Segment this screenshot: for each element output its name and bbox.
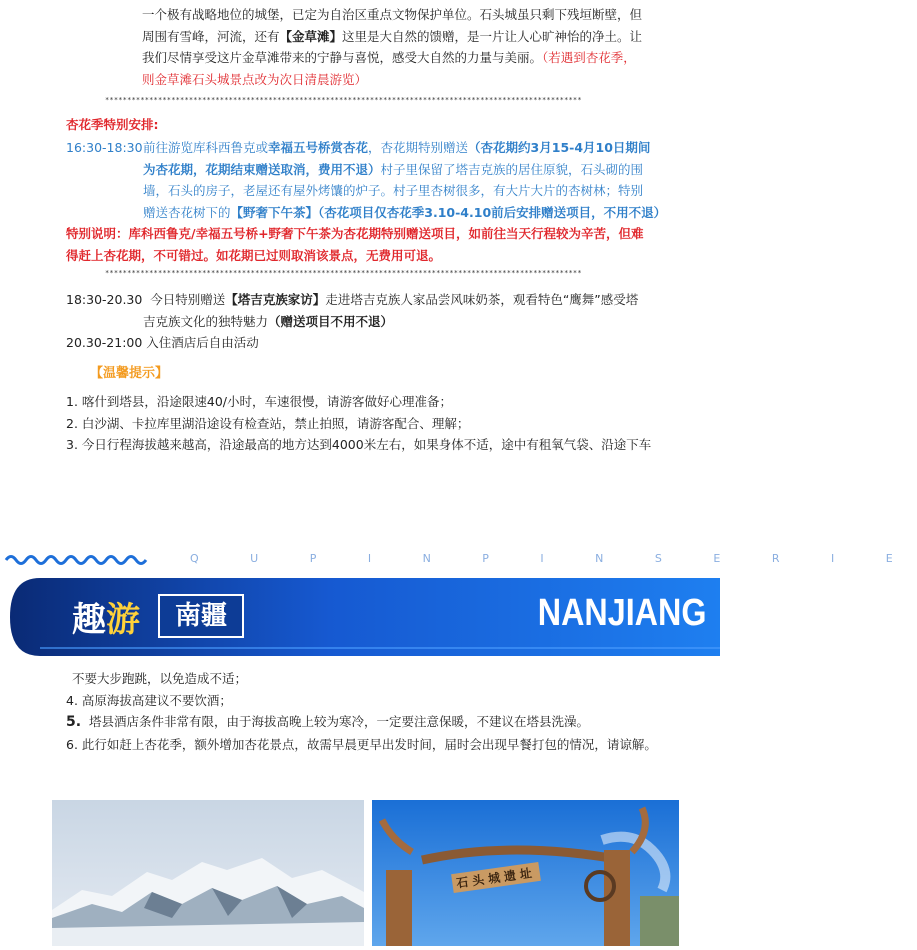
tips-heading: 【温馨提示】: [90, 366, 169, 381]
intro-line-2: 周围有雪峰，河流，还有【金草滩】这里是大自然的馈赠，是一片让人心旷神怡的净土。让: [142, 28, 643, 44]
apricot-note: （若遇到杏花季，: [542, 50, 636, 65]
stone-city-gate-image: [372, 800, 679, 946]
tips-continued: [66, 668, 706, 755]
snow-mountain-image: [52, 800, 364, 946]
tip-4: 4. 高原海拔高建议不要饮酒；: [66, 692, 232, 708]
evening-checkin: 20.30-21:00 入住酒店后自由活动: [66, 335, 259, 350]
divider-1: ************************************************************************************************************: [105, 96, 582, 104]
apricot-body: 前往游览库科西鲁克或幸福五号桥赏杏花，杏花期特别赠送（杏花期约3月15-4月10日期间 为杏花期，花期结束赠送取消，费用不退）村子里保留了塔吉克族的居住原貌，石头砌的围 墙，石头的房子，老屋还有屋外烤馕的炉子。村子里杏树很多，有大片大片的杏树林；特别 赠送杏花树下的【野奢下午茶】（杏花项目仅杏花季3.10-4.10前后安排赠送项目，不用不退）: [143, 140, 667, 220]
logo-text: 趣游: [72, 600, 140, 640]
divider-2: ************************************************************************************************************: [105, 269, 582, 277]
tip-3: 3. 今日行程海拔越来越高，沿途最高的地方达到4000米左右，如果身体不适，途中有租氧气袋、沿途下车: [66, 437, 652, 452]
golden-grassland-name: 【金草滩】: [279, 28, 343, 44]
tip-5: 5. 塔县酒店条件非常有限，由于海拔高晚上较为寒冷，一定要注意保暖，不建议在塔县洗澡。: [66, 714, 590, 730]
intro-line-1: 一个极有战略地位的城堡，已定为自治区重点文物保护单位。石头城虽只剩下残垣断壁，但: [142, 7, 643, 22]
nanjiang-title: NANJIANG: [537, 592, 706, 634]
tips-list: [66, 391, 686, 456]
evening-schedule: 18:30-20.30 今日特别赠送【塔吉克族家访】走进塔吉克族人家品尝风味奶茶，观看特色“鹰舞”感受塔 吉克族文化的独特魅力（赠送项目不用不退） 20.30-21:00 入住酒店后自由活动: [66, 289, 676, 354]
tip-1: 1. 喀什到塔县，沿途限速40/小时，车速很慢，请游客做好心理准备；: [66, 394, 453, 409]
intro-line-4: 则金草滩石头城景点改为次日清晨游览）: [142, 71, 368, 87]
special-note: 特别说明：库科西鲁克/幸福五号桥+野奢下午茶为杏花期特别赠送项目，如前往当天行程较为辛苦，但难 得赶上杏花期，不可错过。如花期已过则取消该景点，无费用可退。: [66, 226, 644, 263]
stone-city-sign: 石头城遗址: [451, 862, 541, 893]
tip-2: 2. 白沙湖、卡拉库里湖沿途设有检查站，禁止拍照，请游客配合、理解；: [66, 415, 470, 431]
brand-banner: [0, 570, 720, 660]
intro-line-3: 我们尽情享受这片金草滩带来的宁静与喜悦，感受大自然的力量与美丽。（若遇到杏花季，: [142, 50, 636, 65]
tip-6: 6. 此行如赶上杏花季，额外增加杏花景点，故需早晨更早出发时间，届时会出现早餐打包的情况，请谅解。: [66, 736, 657, 752]
series-label: Q U P I N P I N S E R I E: [190, 552, 917, 565]
logo-box: 南疆: [158, 594, 244, 638]
apricot-heading: 杏花季特别安排:: [66, 117, 159, 132]
apricot-time: 16:30-18:30: [66, 140, 143, 155]
intro-paragraph: [142, 4, 682, 90]
tip-3-continued: 不要大步跑跳，以免造成不适；: [72, 671, 248, 686]
